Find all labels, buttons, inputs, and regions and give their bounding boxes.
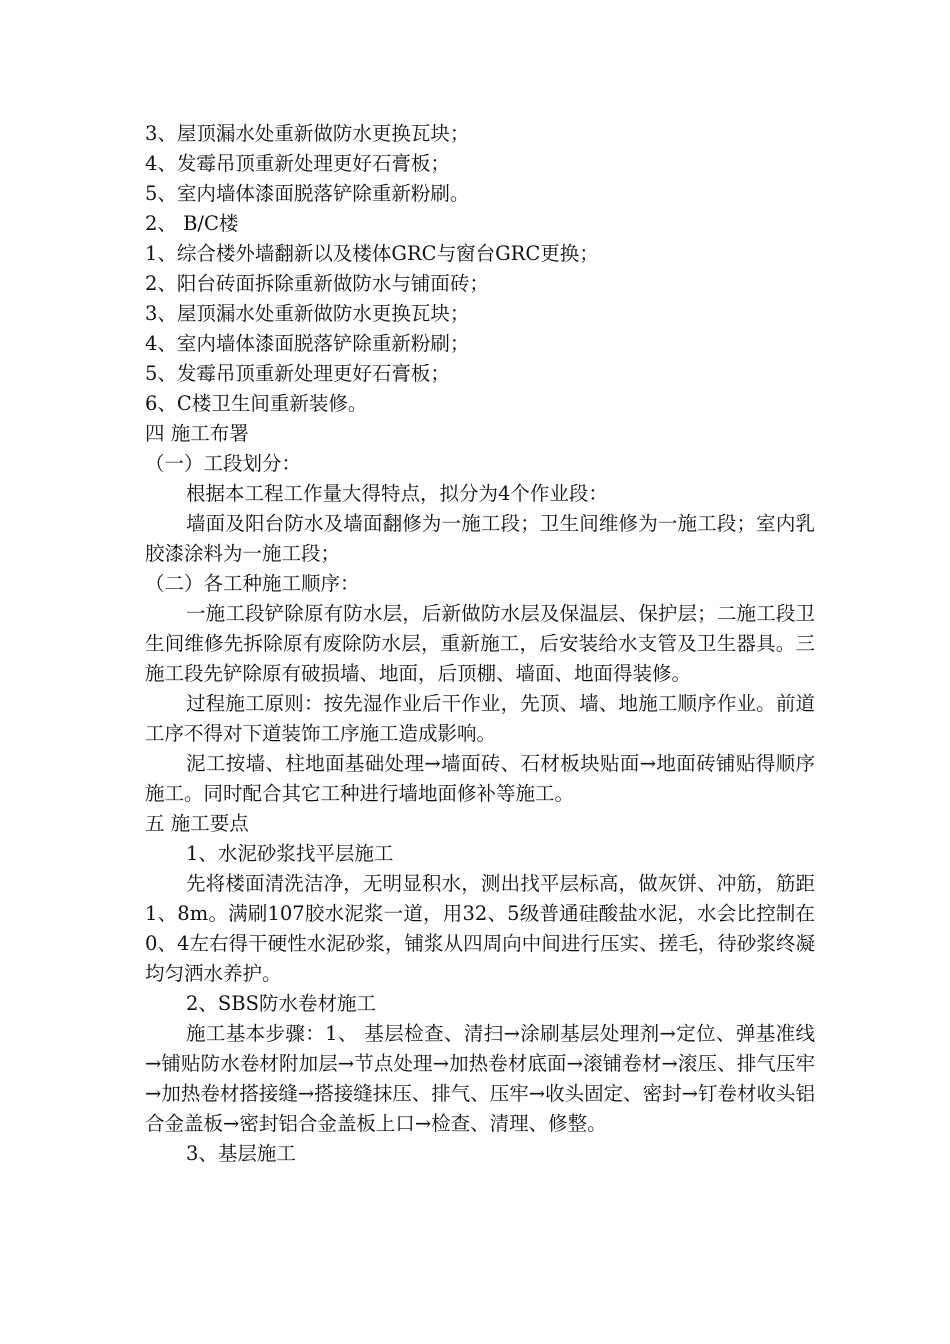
item-heading-2: 2、SBS防水卷材施工 xyxy=(186,992,376,1015)
paragraph-segment-division: 墙面及阳台防水及墙面翻修为一施工段；卫生间维修为一施工段；室内乳胶漆涂料为一施工段； xyxy=(145,512,815,565)
list-item: 6、C楼卫生间重新装修。 xyxy=(145,392,368,415)
list-item: 3、屋顶漏水处重新做防水更换瓦块； xyxy=(145,122,470,145)
paragraph-segments: 根据本工程工作量大得特点，拟分为4个作业段： xyxy=(186,482,608,505)
list-item: 5、室内墙体漆面脱落铲除重新粉刷。 xyxy=(145,182,470,205)
list-item: 3、屋顶漏水处重新做防水更换瓦块； xyxy=(145,302,470,325)
list-item: 5、发霉吊顶重新处理更好石膏板； xyxy=(145,362,450,385)
list-item: 4、发霉吊顶重新处理更好石膏板； xyxy=(145,152,450,175)
document-body xyxy=(145,119,815,1169)
list-item: 1、综合楼外墙翻新以及楼体GRC与窗台GRC更换； xyxy=(145,242,599,265)
section-heading-5: 五 施工要点 xyxy=(145,812,249,835)
paragraph-sequence: 一施工段铲除原有防水层，后新做防水层及保温层、保护层；二施工段卫生间维修先拆除原有废除防水层，重新施工，后安装给水支管及卫生器具。三施工段先铲除原有破损墙、地面，后顶棚、墙面、地面得装修。 xyxy=(145,602,815,685)
item-heading-1: 1、水泥砂浆找平层施工 xyxy=(186,842,394,865)
section-heading-bc: 2、 B/C楼 xyxy=(145,212,239,235)
paragraph-masonry: 泥工按墙、柱地面基础处理→墙面砖、石材板块贴面→地面砖铺贴得顺序施工。同时配合其它工种进行墙地面修补等施工。 xyxy=(145,752,815,805)
paragraph-sbs-steps: 施工基本步骤：1、 基层检查、清扫→涂刷基层处理剂→定位、弹基准线→铺贴防水卷材附加层→节点处理→加热卷材底面→滚铺卷材→滚压、排气压牢→加热卷材搭接缝→搭接缝抹压、排气、压牢→收头固定、密封→钉卷材收头铝合金盖板→密封铝合金盖板上口→检查、清理、修整。 xyxy=(145,1022,815,1135)
item-heading-3: 3、基层施工 xyxy=(186,1142,296,1165)
subsection-heading-2: （二）各工种施工顺序： xyxy=(145,572,360,595)
paragraph-leveling: 先将楼面清洗洁净，无明显积水，测出找平层标高，做灰饼、冲筋，筋距1、8m。满刷107胶水泥浆一道，用32、5级普通硅酸盐水泥，水会比控制在0、4左右得干硬性水泥砂浆，铺浆从四周向中间进行压实、搓毛，待砂浆终凝均匀洒水养护。 xyxy=(145,872,815,985)
subsection-heading-1: （一）工段划分： xyxy=(145,452,302,475)
paragraph-principle: 过程施工原则：按先湿作业后干作业，先顶、墙、地施工顺序作业。前道工序不得对下道装饰工序施工造成影响。 xyxy=(145,692,815,745)
section-heading-4: 四 施工布署 xyxy=(145,422,249,445)
list-item: 2、阳台砖面拆除重新做防水与铺面砖； xyxy=(145,272,489,295)
list-item: 4、室内墙体漆面脱落铲除重新粉刷； xyxy=(145,332,470,355)
